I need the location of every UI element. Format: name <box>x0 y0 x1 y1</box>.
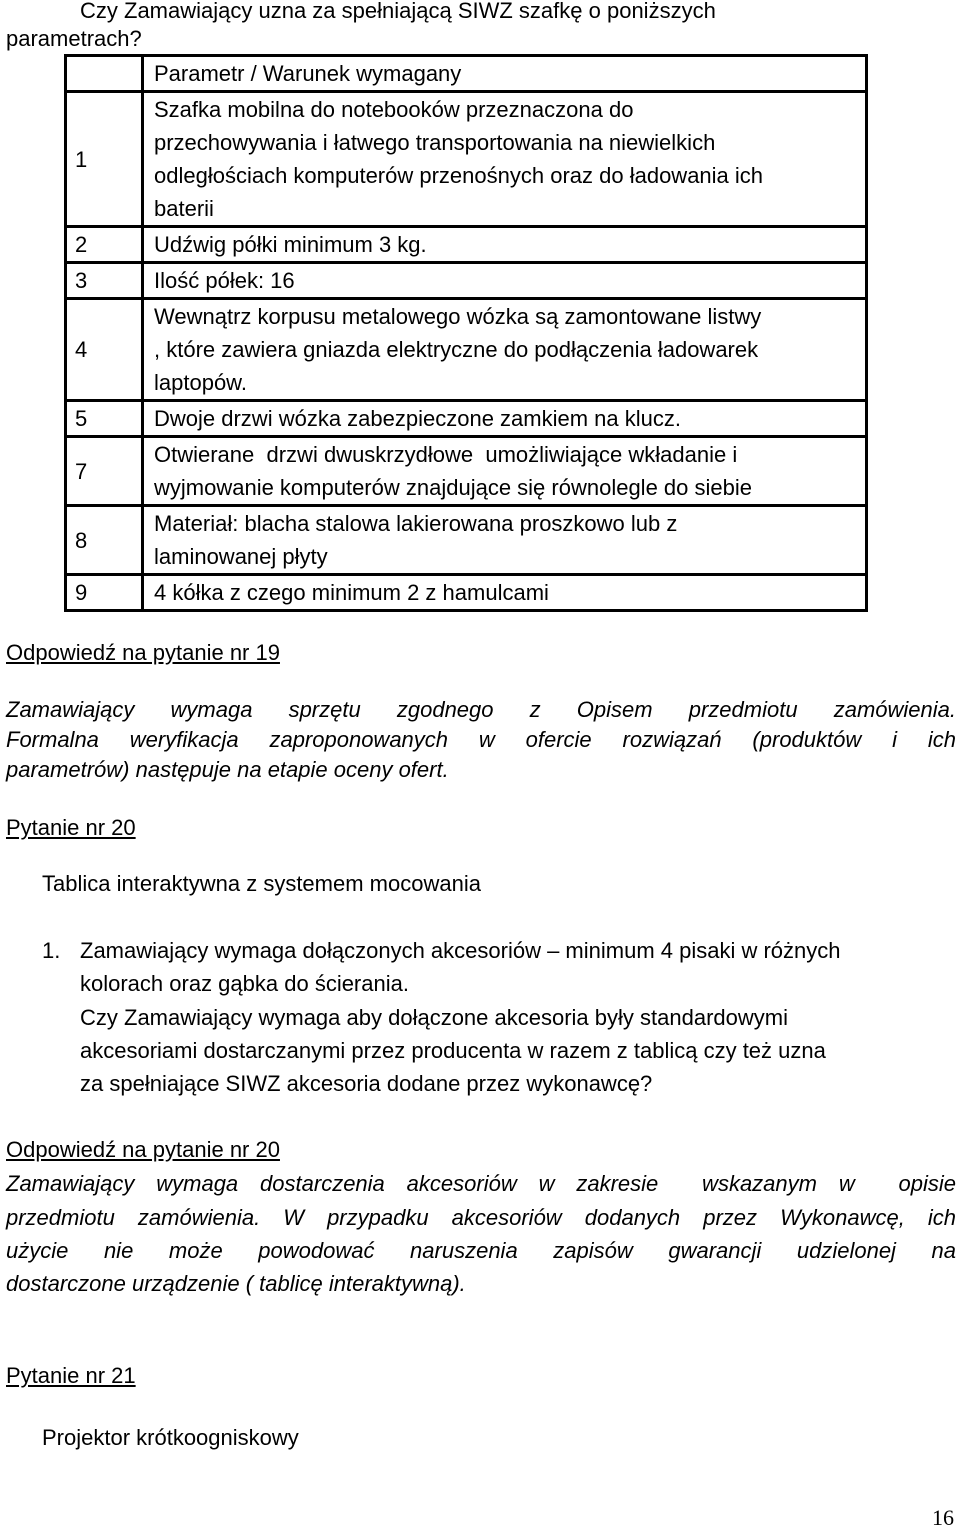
row-line: , które zawiera gniazda elektryczne do podłączenia ładowarek <box>154 337 759 362</box>
table-row <box>66 227 867 263</box>
row-line: Dwoje drzwi wózka zabezpieczone zamkiem na klucz. <box>154 406 681 431</box>
row-text <box>143 263 867 299</box>
table-row <box>66 401 867 437</box>
table-row <box>66 506 867 575</box>
row-line: baterii <box>154 196 214 221</box>
question-20-line-2: kolorach oraz gąbka do ścierania. <box>80 971 409 996</box>
row-line: Ilość półek: 16 <box>154 268 295 293</box>
row-line: laptopów. <box>154 370 247 395</box>
spec-table <box>64 54 868 612</box>
row-line: przechowywania i łatwego transportowania na niewielkich <box>154 130 716 155</box>
row-line: Udźwig półki minimum 3 kg. <box>154 232 427 257</box>
row-line: Materiał: blacha stalowa lakierowana proszkowo lub z <box>154 511 678 536</box>
answer-20-heading: Odpowiedź na pytanie nr 20 <box>6 1137 280 1162</box>
intro-line-1: Czy Zamawiający uzna za spełniającą SIWZ szafkę o poniższych <box>80 0 716 23</box>
answer-19-line-2: Formalna weryfikacja zaproponowanych w ofercie rozwiązań (produktów i ich <box>6 727 956 752</box>
table-row <box>66 263 867 299</box>
row-text <box>143 227 867 263</box>
row-text <box>143 437 867 506</box>
table-header: Parametr / Warunek wymagany <box>143 56 867 92</box>
header-num-cell <box>66 56 143 92</box>
row-number: 9 <box>66 575 143 611</box>
question-20-heading: Pytanie nr 20 <box>6 815 136 840</box>
row-line: 4 kółka z czego minimum 2 z hamulcami <box>154 580 549 605</box>
row-number: 1 <box>66 92 143 227</box>
row-number: 4 <box>66 299 143 401</box>
row-line: Otwierane drzwi dwuskrzydłowe umożliwiające wkładanie i <box>154 442 738 467</box>
answer-20-line-4: dostarczone urządzenie ( tablicę interaktywną). <box>6 1271 466 1296</box>
answer-19-line-1: Zamawiający wymaga sprzętu zgodnego z Opisem przedmiotu zamówienia. <box>6 697 956 722</box>
row-line: laminowanej płyty <box>154 544 328 569</box>
question-20-line-3: Czy Zamawiający wymaga aby dołączone akcesoria były standardowymi <box>80 1005 788 1030</box>
table-header-row <box>66 56 867 92</box>
answer-20-line-3: użycie nie może powodować naruszenia zapisów gwarancji udzielonej na <box>6 1238 956 1263</box>
row-number: 8 <box>66 506 143 575</box>
row-line: wyjmowanie komputerów znajdujące się równolegle do siebie <box>154 475 752 500</box>
row-number: 2 <box>66 227 143 263</box>
question-20-line-4: akcesoriami dostarczanymi przez producenta w razem z tablicą czy też uzna <box>80 1038 826 1063</box>
question-20-line-5: za spełniające SIWZ akcesoria dodane przez wykonawcę? <box>80 1071 653 1096</box>
answer-19-line-3: parametrów) następuje na etapie oceny ofert. <box>6 757 449 782</box>
table-row <box>66 92 867 227</box>
question-20-item-number: 1. <box>42 938 61 963</box>
row-text <box>143 506 867 575</box>
row-number: 3 <box>66 263 143 299</box>
row-line: odległościach komputerów przenośnych oraz do ładowania ich <box>154 163 764 188</box>
row-line: Wewnątrz korpusu metalowego wózka są zamontowane listwy <box>154 304 762 329</box>
row-text <box>143 575 867 611</box>
row-number: 5 <box>66 401 143 437</box>
question-20-line-1: Zamawiający wymaga dołączonych akcesoriów – minimum 4 pisaki w różnych <box>80 938 841 963</box>
row-text <box>143 299 867 401</box>
question-20-subject: Tablica interaktywna z systemem mocowania <box>42 871 481 896</box>
answer-20-line-2: przedmiotu zamówienia. W przypadku akcesoriów dodanych przez Wykonawcę, ich <box>6 1205 956 1230</box>
row-text <box>143 401 867 437</box>
row-line: Szafka mobilna do notebooków przeznaczona do <box>154 97 634 122</box>
table-row <box>66 437 867 506</box>
row-text <box>143 92 867 227</box>
table-row <box>66 299 867 401</box>
intro-line-2: parametrach? <box>6 26 142 51</box>
answer-20-line-1: Zamawiający wymaga dostarczenia akcesoriów w zakresie wskazanym w opisie <box>6 1171 956 1196</box>
question-21-subject: Projektor krótkoogniskowy <box>42 1425 299 1450</box>
answer-19-heading: Odpowiedź na pytanie nr 19 <box>6 640 280 665</box>
table-row <box>66 575 867 611</box>
page-number: 16 <box>932 1505 954 1530</box>
row-number: 7 <box>66 437 143 506</box>
question-21-heading: Pytanie nr 21 <box>6 1363 136 1388</box>
